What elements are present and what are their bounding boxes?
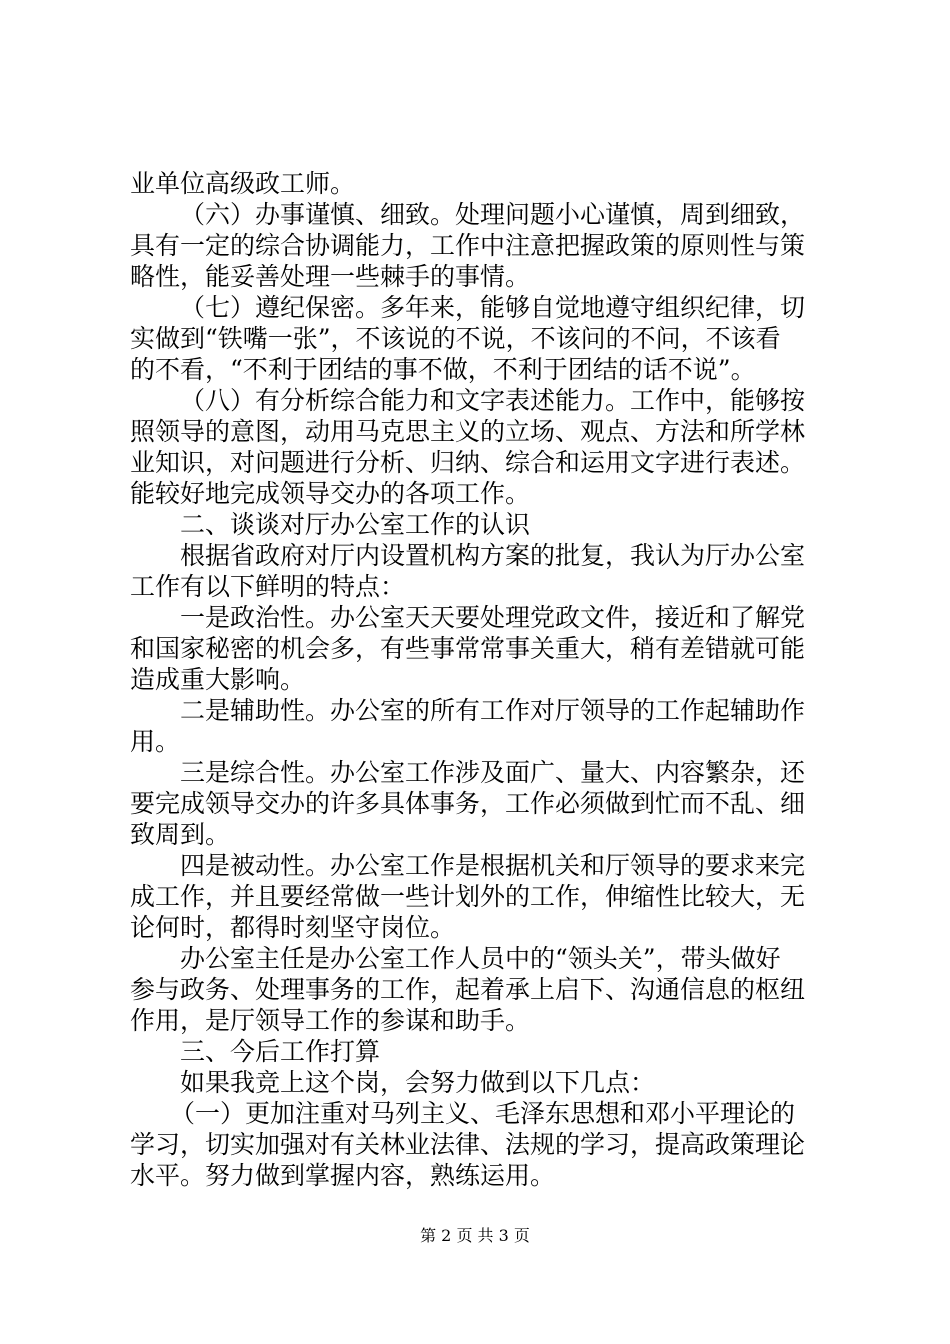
paragraph-line: 一是政治性。办公室天天要处理党政文件，接近和了解党 xyxy=(180,603,806,632)
paragraph-line: 的不看，“不利于团结的事不做，不利于团结的话不说”。 xyxy=(130,355,756,384)
section-heading: 二、谈谈对厅办公室工作的认识 xyxy=(180,510,531,539)
page-number-footer: 第 2 页 共 3 页 xyxy=(420,1226,530,1245)
paragraph-line: 二是辅助性。办公室的所有工作对厅领导的工作起辅助作 xyxy=(180,696,806,725)
paragraph-line: 参与政务、处理事务的工作，起着承上启下、沟通信息的枢纽 xyxy=(130,975,806,1004)
paragraph-line: 根据省政府对厅内设置机构方案的批复，我认为厅办公室 xyxy=(180,541,806,570)
paragraph-line: 业知识，对问题进行分析、归纳、综合和运用文字进行表述。 xyxy=(130,448,806,477)
paragraph-line: 略性，能妥善处理一些棘手的事情。 xyxy=(130,262,531,291)
paragraph-line: （六）办事谨慎、细致。处理问题小心谨慎，周到细致， xyxy=(180,200,806,229)
paragraph-line: 办公室主任是办公室工作人员中的“领头关”，带头做好 xyxy=(180,944,781,973)
paragraph-line: 和国家秘密的机会多，有些事常常事关重大，稍有差错就可能 xyxy=(130,634,806,663)
paragraph-line: 论何时，都得时刻坚守岗位。 xyxy=(130,913,456,942)
paragraph-line: 具有一定的综合协调能力，工作中注意把握政策的原则性与策 xyxy=(130,231,806,260)
paragraph-line: 造成重大影响。 xyxy=(130,665,306,694)
paragraph-line: 如果我竞上这个岗，会努力做到以下几点： xyxy=(180,1068,656,1097)
paragraph-line: 能较好地完成领导交办的各项工作。 xyxy=(130,479,531,508)
paragraph-line: 要完成领导交办的许多具体事务，工作必须做到忙而不乱、细 xyxy=(130,789,806,818)
section-heading: 三、今后工作打算 xyxy=(180,1037,381,1066)
paragraph-line: 作用，是厅领导工作的参谋和助手。 xyxy=(130,1006,531,1035)
paragraph-line: 致周到。 xyxy=(130,820,231,849)
paragraph-line: 三是综合性。办公室工作涉及面广、量大、内容繁杂，还 xyxy=(180,758,806,787)
paragraph-line: 学习，切实加强对有关林业法律、法规的学习，提高政策理论 xyxy=(130,1130,806,1159)
paragraph-line: （一）更加注重对马列主义、毛泽东思想和邓小平理论的 xyxy=(170,1099,796,1128)
paragraph-line: 照领导的意图，动用马克思主义的立场、观点、方法和所学林 xyxy=(130,417,806,446)
document-body xyxy=(130,168,830,1191)
paragraph-line: 工作有以下鲜明的特点： xyxy=(130,572,406,601)
paragraph-line: 水平。努力做到掌握内容，熟练运用。 xyxy=(130,1161,556,1190)
paragraph-line: 成工作，并且要经常做一些计划外的工作，伸缩性比较大，无 xyxy=(130,882,806,911)
paragraph-line: 业单位高级政工师。 xyxy=(130,169,356,198)
paragraph-line: 用。 xyxy=(130,727,181,756)
paragraph-line: （七）遵纪保密。多年来，能够自觉地遵守组织纪律，切 xyxy=(180,293,806,322)
paragraph-line: 实做到“铁嘴一张”，不该说的不说，不该问的不问，不该看 xyxy=(130,324,781,353)
paragraph-line: 四是被动性。办公室工作是根据机关和厅领导的要求来完 xyxy=(180,851,806,880)
paragraph-line: （八）有分析综合能力和文字表述能力。工作中，能够按 xyxy=(180,386,806,415)
